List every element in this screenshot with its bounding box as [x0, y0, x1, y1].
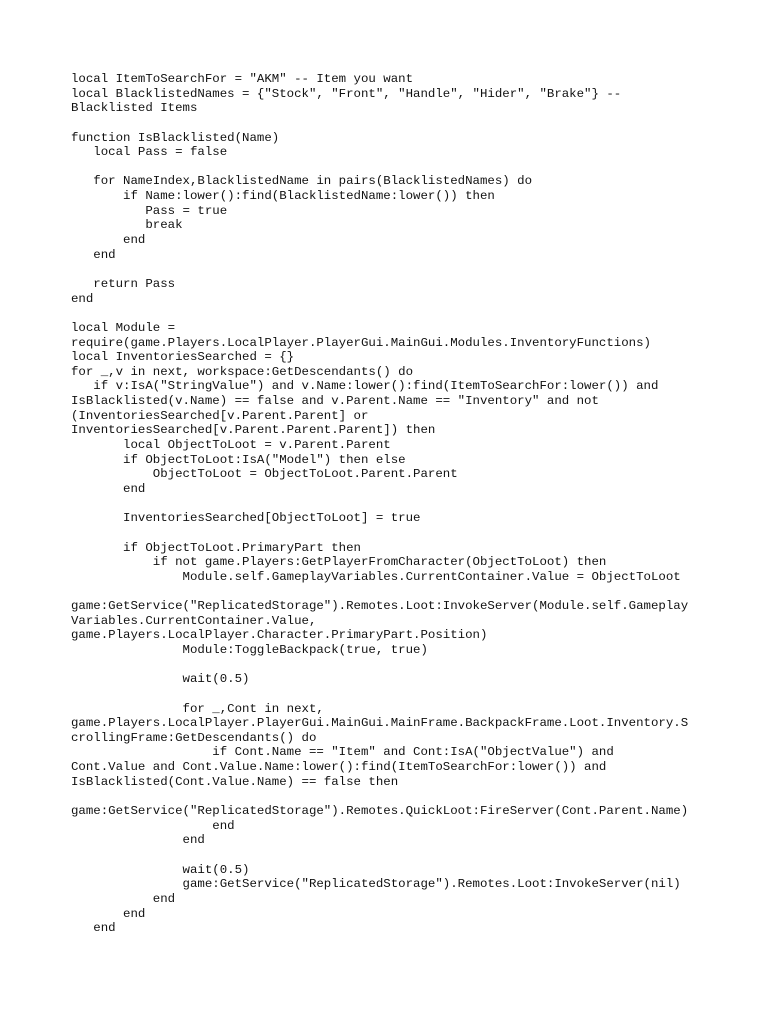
code-line: local InventoriesSearched = {}	[71, 350, 295, 365]
code-line: IsBlacklisted(v.Name) == false and v.Parent.Name == "Inventory" and not	[71, 394, 599, 409]
code-line: for _,v in next, workspace:GetDescendants() do	[71, 364, 414, 379]
code-line: game:GetService("ReplicatedStorage").Remotes.Loot:InvokeServer(Module.self.Gameplay	[71, 599, 689, 614]
code-line: if Cont.Name == "Item" and Cont:IsA("ObjectValue") and	[71, 745, 614, 760]
code-line: local ObjectToLoot = v.Parent.Parent	[71, 438, 391, 453]
code-line: local Pass = false	[71, 145, 228, 160]
code-line	[71, 497, 688, 512]
code-line: if ObjectToLoot.PrimaryPart then	[71, 540, 361, 555]
code-line: end	[71, 833, 205, 848]
code-block	[71, 72, 688, 936]
code-line	[71, 526, 688, 541]
code-line	[71, 687, 688, 702]
code-line: end	[71, 291, 94, 306]
code-line: IsBlacklisted(Cont.Value.Name) == false then	[71, 774, 399, 789]
code-line	[71, 116, 688, 131]
code-line: end	[71, 921, 116, 936]
code-line	[71, 306, 688, 321]
code-line: Cont.Value and Cont.Value.Name:lower():find(ItemToSearchFor:lower()) and	[71, 760, 607, 775]
code-line: end	[71, 233, 146, 248]
code-line: InventoriesSearched[ObjectToLoot] = true	[71, 511, 421, 526]
code-line: end	[71, 906, 146, 921]
code-line	[71, 262, 688, 277]
code-line: for _,Cont in next,	[71, 701, 324, 716]
code-line: game:GetService("ReplicatedStorage").Remotes.QuickLoot:FireServer(Cont.Parent.Name)	[71, 804, 689, 819]
code-line: end	[71, 891, 176, 906]
code-line: local ItemToSearchFor = "AKM" -- Item you want	[71, 72, 414, 86]
code-line: if not game.Players:GetPlayerFromCharacter(ObjectToLoot) then	[71, 555, 607, 570]
code-line: end	[71, 247, 116, 262]
code-line: if v:IsA("StringValue") and v.Name:lower():find(ItemToSearchFor:lower()) and	[71, 379, 659, 394]
code-line: require(game.Players.LocalPlayer.PlayerGui.MainGui.Modules.InventoryFunctions)	[71, 335, 651, 350]
code-line	[71, 658, 688, 673]
code-line: Module.self.GameplayVariables.CurrentContainer.Value = ObjectToLoot	[71, 569, 681, 584]
code-line: Variables.CurrentContainer.Value,	[71, 613, 317, 628]
code-line: wait(0.5)	[71, 672, 250, 687]
code-line	[71, 848, 688, 863]
code-line: game:GetService("ReplicatedStorage").Remotes.Loot:InvokeServer(nil)	[71, 877, 681, 892]
code-line: if Name:lower():find(BlacklistedName:lower()) then	[71, 189, 495, 204]
code-line: game.Players.LocalPlayer.PlayerGui.MainGui.MainFrame.BackpackFrame.Loot.Inventory.S	[71, 716, 689, 731]
code-line: for NameIndex,BlacklistedName in pairs(BlacklistedNames) do	[71, 174, 533, 189]
code-line: Pass = true	[71, 203, 228, 218]
code-line: wait(0.5)	[71, 862, 250, 877]
code-line: end	[71, 818, 235, 833]
code-line: (InventoriesSearched[v.Parent.Parent] or	[71, 408, 369, 423]
code-line: game.Players.LocalPlayer.Character.PrimaryPart.Position)	[71, 628, 488, 643]
code-line: local Module =	[71, 320, 176, 335]
code-line: return Pass	[71, 276, 176, 291]
code-line: function IsBlacklisted(Name)	[71, 130, 280, 145]
code-line	[71, 584, 688, 599]
code-line: crollingFrame:GetDescendants() do	[71, 730, 317, 745]
code-line: break	[71, 218, 183, 233]
code-line: if ObjectToLoot:IsA("Model") then else	[71, 452, 406, 467]
code-line	[71, 789, 688, 804]
code-line: ObjectToLoot = ObjectToLoot.Parent.Parent	[71, 467, 458, 482]
code-line: InventoriesSearched[v.Parent.Parent.Parent]) then	[71, 423, 436, 438]
code-line: Blacklisted Items	[71, 101, 198, 116]
code-line: Module:ToggleBackpack(true, true)	[71, 642, 428, 657]
code-line	[71, 160, 688, 175]
code-line: end	[71, 481, 146, 496]
code-line: local BlacklistedNames = {"Stock", "Front", "Handle", "Hider", "Brake"} --	[71, 86, 622, 101]
